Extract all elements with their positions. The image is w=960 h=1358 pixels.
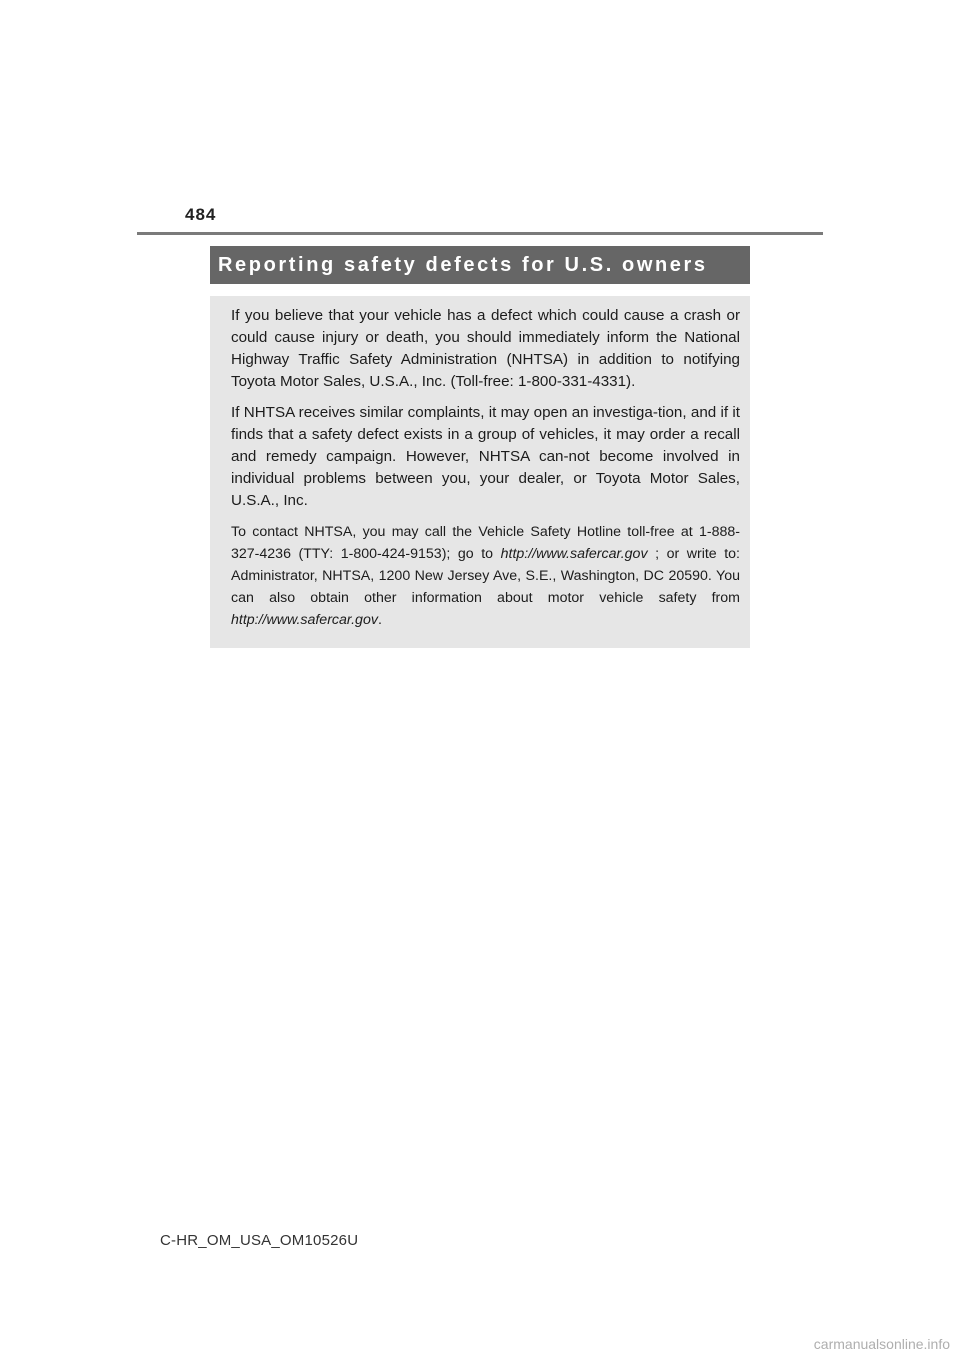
contact-text-c: . — [377, 612, 382, 628]
contact-text-a: To contact NHTSA, you may call the Vehicle Safety Hotline toll-free at 1-888-327-4236 (TTY: 1-800-424-9153); go to — [231, 524, 740, 562]
safercar-link-2[interactable]: http://www.safercar.gov — [231, 612, 378, 628]
watermark: carmanualsonline.info — [813, 1336, 950, 1352]
paragraph-report-defect: If you believe that your vehicle has a defect which could cause a crash or could cause injury or death, you should immediately inform the National Highway Traffic Safety Administration (NHTSA) in addition to notifying Toyota Motor Sales, U.S.A., Inc. (Toll-free: 1-800-331-4331). — [231, 307, 740, 390]
section-title: Reporting safety defects for U.S. owners — [210, 246, 750, 284]
content-box — [210, 296, 750, 648]
safercar-link[interactable]: http://www.safercar.gov — [500, 546, 648, 562]
header-divider — [137, 232, 823, 235]
contact-text-b: ; or write to: Administrator, NHTSA, 1200 New Jersey Ave, S.E., Washington, DC 20590. You can also obtain other information about motor vehicle safety from — [231, 546, 741, 606]
page-number: 484 — [185, 205, 217, 224]
paragraph-nhtsa-investigation: If NHTSA receives similar complaints, it may open an investiga-tion, and if it finds that a safety defect exists in a group of vehicles, it may order a recall and remedy campaign. However, NHTSA can-not become involved in individual problems between you, your dealer, or Toyota Motor Sales, U.S.A., Inc. — [231, 404, 740, 509]
paragraph-contact-nhtsa — [231, 521, 740, 631]
document-id: C-HR_OM_USA_OM10526U — [160, 1232, 359, 1249]
